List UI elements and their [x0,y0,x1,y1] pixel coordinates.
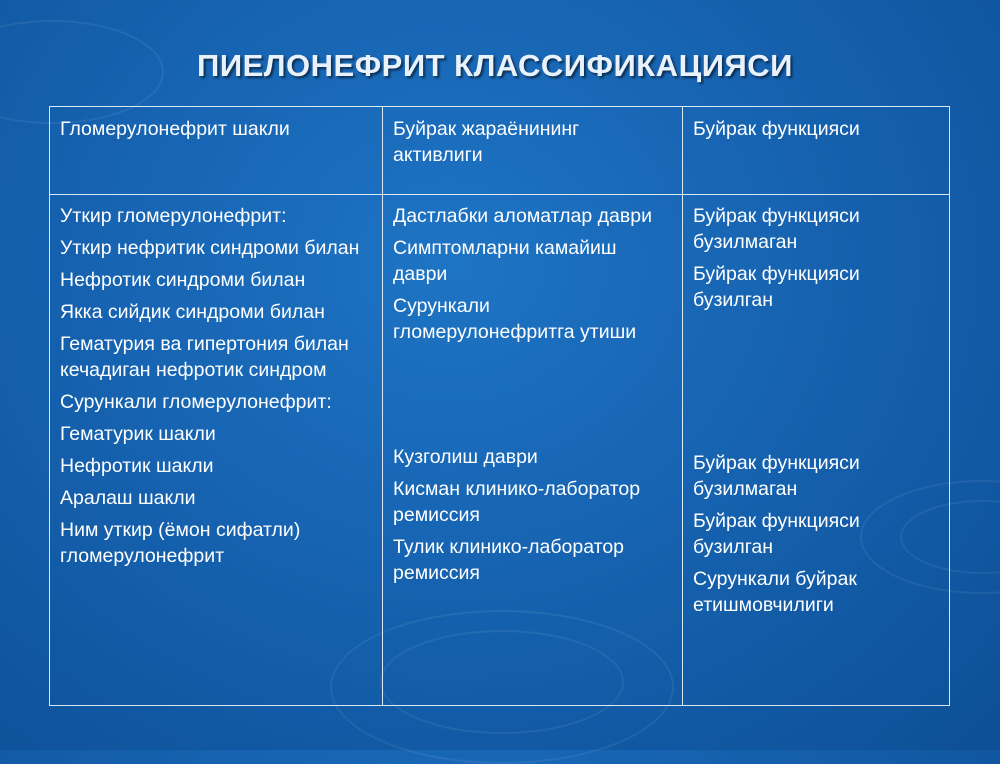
classification-table [49,106,950,706]
list-item: Уткир гломерулонефрит: [60,205,287,227]
list-item: Аралаш шакли [60,487,196,509]
list-item: Сурункали гломерулонефритга утиши [393,295,637,343]
list-item: Буйрак функцияси бузилмаган [693,452,860,500]
header-text: Гломерулонефрит шакли [60,118,290,140]
list-item: Уткир нефритик синдроми билан [60,237,360,259]
list-item: Ним уткир (ёмон сифатли) гломерулонефрит [60,519,301,567]
list-item: Гематурия ва гипертония билан кечадиган нефротик синдром [60,333,349,381]
column-divider [382,107,383,705]
body-cell-function-chronic [683,450,949,624]
list-item: Гематурик шакли [60,423,216,445]
list-item: Кисман клинико-лаборатор ремиссия [393,478,641,526]
list-item: Буйрак функцияси бузилмаган [693,205,860,253]
list-item: Тулик клинико-лаборатор ремиссия [393,536,625,584]
body-cell-activity-acute [383,203,682,351]
list-item: Сурункали буйрак етишмовчилиги [693,568,857,616]
header-cell-function [683,116,949,148]
header-text: Буйрак функцияси [693,118,860,140]
header-divider [50,194,949,195]
body-cell-forms [50,203,382,575]
body-cell-function-acute [683,203,949,319]
body-cell-activity-chronic [383,444,682,592]
list-item: Симптомларни камайиш даври [393,237,617,285]
list-item: Буйрак функцияси бузилган [693,263,860,311]
header-text: Буйрак жараёнининг активлиги [393,118,580,166]
list-item: Кузголиш даври [393,446,538,468]
list-item: Нефротик шакли [60,455,214,477]
slide-title: ПИЕЛОНЕФРИТ КЛАССИФИКАЦИЯСИ [197,48,793,83]
list-item: Буйрак функцияси бузилган [693,510,860,558]
header-cell-form [50,116,382,148]
list-item: Сурункали гломерулонефрит: [60,391,332,413]
header-cell-activity [383,116,682,174]
list-item: Дастлабки аломатлар даври [393,205,652,227]
list-item: Якка сийдик синдроми билан [60,301,325,323]
list-item: Нефротик синдроми билан [60,269,306,291]
